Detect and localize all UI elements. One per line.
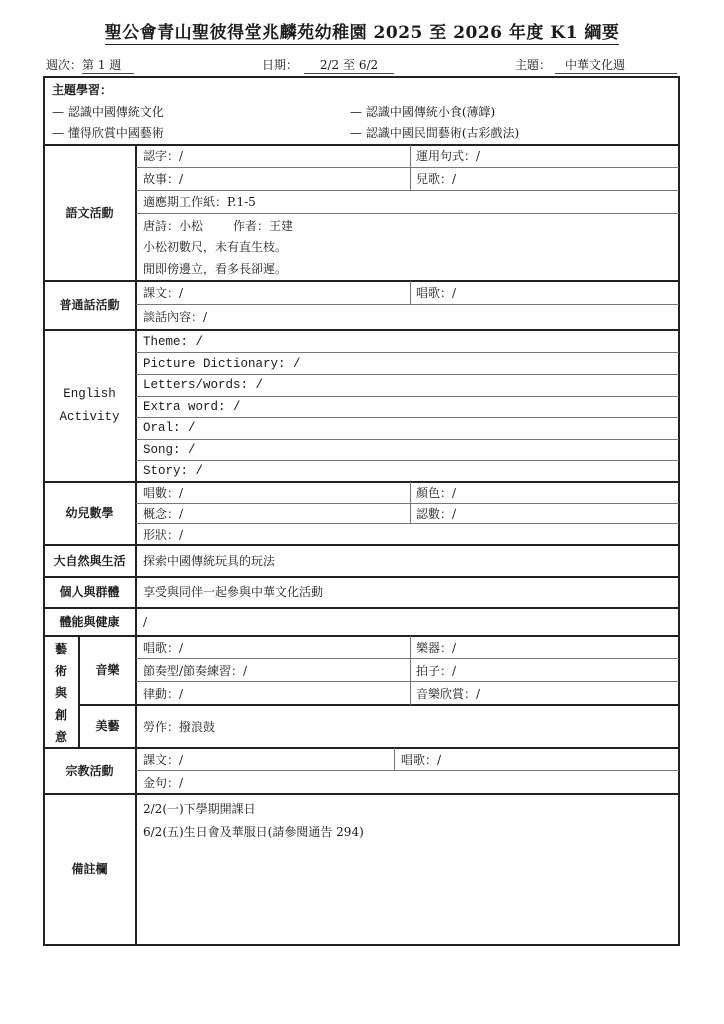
english-row: Story: / (143, 464, 204, 478)
math-number: 認數：/ (416, 507, 457, 521)
remark-line: 2/2(一)下學期開課日 (143, 802, 256, 816)
music-label: 音樂 (95, 663, 120, 677)
remark-line: 6/2(五)生日會及華服日(請參閱通告 294) (143, 825, 364, 839)
remarks-label: 備註欄 (71, 862, 108, 876)
worksheet: 適應期工作紙：P.1-5 (143, 195, 256, 209)
divider (43, 144, 680, 146)
theme-learning-item: — 懂得欣賞中國藝術 (52, 126, 164, 140)
music-rhythm: 節奏型/節奏練習：/ (143, 664, 248, 678)
theme-learning-item: — 認識中國傳統文化 (52, 105, 164, 119)
date-value: 2/2 至 6/2 (304, 56, 394, 74)
divider (136, 396, 679, 397)
english-row: Song: / (143, 443, 196, 457)
divider (136, 770, 679, 771)
week-field (46, 56, 134, 74)
divider (43, 576, 680, 578)
arts-label (44, 637, 78, 748)
divider (136, 167, 679, 168)
divider (43, 635, 680, 637)
divider (136, 503, 679, 504)
divider (78, 704, 680, 706)
english-activity-label (44, 330, 135, 482)
theme-learning-item: — 認識中國傳統小食(薄罉) (350, 105, 496, 119)
divider (43, 793, 680, 795)
theme-value: 中華文化週 (555, 56, 677, 74)
religion-text: 課文：/ (143, 753, 184, 767)
theme-label: 主題： (515, 58, 552, 72)
theme-learning-item: — 認識中國民間藝術(古彩戲法) (350, 126, 520, 140)
arts-label-char: 與 (54, 685, 67, 700)
physical-value: / (143, 615, 148, 629)
nature-label: 大自然與生活 (53, 553, 126, 568)
visual-arts-value: 勞作：撥浪鼓 (143, 720, 216, 734)
language-story: 故事：/ (143, 172, 184, 186)
divider (43, 280, 680, 282)
math-colour: 顏色：/ (416, 486, 457, 500)
physical-label: 體能與健康 (59, 614, 120, 629)
arts-label-char: 術 (54, 663, 67, 678)
week-label: 週次： (46, 58, 83, 72)
divider (410, 482, 411, 524)
religion-verse: 金句：/ (143, 776, 184, 790)
english-row: Extra word: / (143, 400, 241, 414)
music-beat: 拍子：/ (416, 664, 457, 678)
religion-song: 唱歌：/ (401, 753, 442, 767)
english-row: Letters/words: / (143, 378, 264, 392)
divider (136, 213, 679, 214)
english-label-line: English (63, 387, 116, 401)
week-value: 第 1 週 (82, 56, 134, 74)
divider (394, 748, 395, 771)
divider (136, 681, 679, 682)
math-label: 幼兒數學 (65, 506, 114, 520)
divider (410, 636, 411, 705)
visual-arts-label: 美藝 (95, 719, 120, 733)
english-row: Oral: / (143, 421, 196, 435)
math-shape: 形狀：/ (143, 528, 184, 542)
poem-title: 唐詩：小松 (143, 219, 204, 233)
nature-value: 探索中國傳統玩具的玩法 (143, 554, 276, 568)
poem-line: 閒即傍邊立，看多長卻遲。 (143, 262, 288, 276)
divider (136, 304, 679, 305)
personal-value: 享受與同伴一起參與中華文化活動 (143, 585, 324, 599)
divider (136, 658, 679, 659)
music-movement: 律動：/ (143, 687, 184, 701)
arts-label-char: 意 (54, 729, 67, 744)
arts-label-char: 創 (54, 707, 67, 722)
divider (43, 607, 680, 609)
table-bottom-border (43, 944, 680, 946)
english-row: Theme: / (143, 335, 204, 349)
poem-line: 小松初數尺，未有直生枝。 (143, 240, 288, 254)
arts-label-char: 藝 (54, 641, 67, 656)
divider (136, 439, 679, 440)
divider (136, 417, 679, 418)
divider (410, 145, 411, 191)
divider (136, 374, 679, 375)
language-activity-label: 語文活動 (65, 205, 114, 220)
divider (136, 523, 679, 524)
english-row: Picture Dictionary: / (143, 357, 301, 371)
math-concept: 概念：/ (143, 507, 184, 521)
title-text: 聖公會青山聖彼得堂兆麟苑幼稚園 2025 至 2026 年度 K1 綱要 (104, 23, 620, 43)
music-singing: 唱歌：/ (143, 641, 184, 655)
putonghua-song: 唱歌：/ (416, 286, 457, 300)
theme-learning-heading: 主題學習： (52, 83, 113, 97)
putonghua-label: 普通話活動 (59, 298, 120, 312)
religion-label: 宗教活動 (65, 763, 114, 778)
divider (43, 747, 680, 749)
theme-field (515, 56, 677, 74)
sentence-pattern: 運用句式：/ (416, 149, 481, 163)
divider (136, 190, 679, 191)
poem-author: 作者：王建 (233, 219, 294, 233)
math-counting: 唱數：/ (143, 486, 184, 500)
table-right-border (678, 76, 680, 946)
word-recognition: 認字：/ (143, 149, 184, 163)
divider (410, 281, 411, 305)
divider (43, 544, 680, 546)
music-instrument: 樂器：/ (416, 641, 457, 655)
putonghua-text: 課文：/ (143, 286, 184, 300)
divider (136, 460, 679, 461)
language-rhyme: 兒歌：/ (416, 172, 457, 186)
date-label: 日期： (262, 58, 299, 72)
date-field (262, 56, 394, 74)
music-appreciation: 音樂欣賞：/ (416, 687, 481, 701)
divider (43, 329, 680, 331)
divider (43, 481, 680, 483)
page-title (0, 18, 724, 43)
divider (136, 352, 679, 353)
table-top-border (43, 76, 680, 78)
personal-label: 個人與群體 (59, 585, 120, 599)
english-label-line: Activity (59, 410, 120, 424)
putonghua-talk: 談話內容：/ (143, 310, 208, 324)
